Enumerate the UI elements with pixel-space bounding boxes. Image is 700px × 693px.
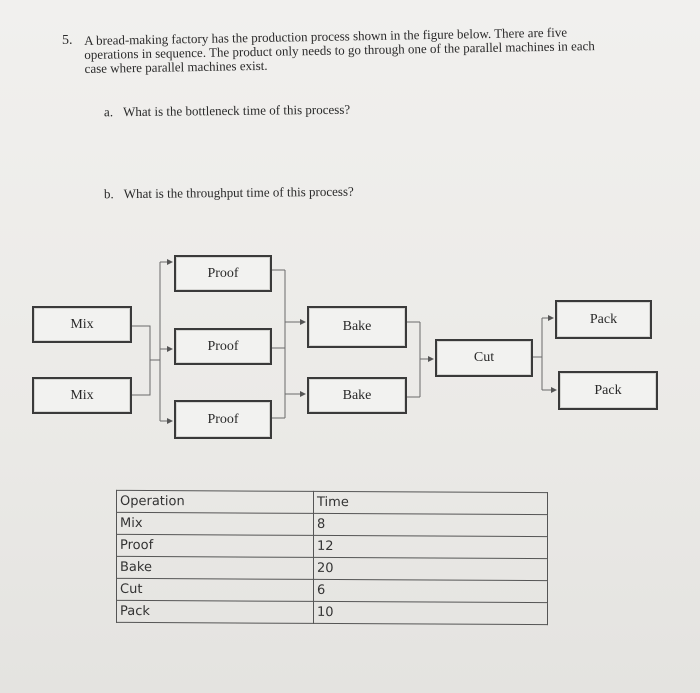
question-number: 5. bbox=[62, 33, 73, 48]
process-box-cut: Cut bbox=[435, 339, 533, 377]
table-row bbox=[117, 556, 548, 580]
table-header-time: Time bbox=[314, 491, 548, 514]
table-header-operation: Operation bbox=[117, 490, 314, 513]
subquestion-a-letter: a. bbox=[103, 104, 114, 120]
process-box-pack-1: Pack bbox=[555, 300, 652, 339]
process-box-pack-2: Pack bbox=[558, 371, 658, 410]
table-cell-time: 8 bbox=[314, 513, 548, 536]
subquestion-a-text: What is the bottleneck time of this process? bbox=[122, 101, 351, 120]
table-row bbox=[117, 578, 548, 602]
table-cell-operation: Cut bbox=[117, 578, 314, 601]
table-row bbox=[117, 534, 548, 558]
table-cell-time: 20 bbox=[314, 557, 548, 580]
process-box-mix-1: Mix bbox=[32, 306, 132, 343]
table-cell-time: 12 bbox=[314, 535, 548, 558]
process-box-proof-2: Proof bbox=[174, 328, 272, 365]
subquestion-b-text: What is the throughput time of this process? bbox=[123, 183, 354, 202]
subquestion-b-letter: b. bbox=[103, 186, 114, 202]
operation-time-table bbox=[116, 490, 548, 625]
process-box-bake-2: Bake bbox=[307, 377, 407, 414]
process-box-mix-2: Mix bbox=[32, 377, 132, 414]
table-row bbox=[117, 512, 548, 536]
table-cell-operation: Bake bbox=[117, 556, 314, 579]
process-box-proof-1: Proof bbox=[174, 255, 272, 292]
process-box-bake-1: Bake bbox=[307, 306, 407, 348]
process-box-proof-3: Proof bbox=[174, 400, 272, 439]
table-cell-operation: Mix bbox=[117, 512, 314, 535]
table-row bbox=[117, 600, 548, 624]
table-cell-time: 6 bbox=[314, 579, 548, 602]
question-text: A bread-making factory has the production process shown in the figure below. There are five operations in sequence. The product only needs to go through one of the parallel machines in each case where parallel machines exist. bbox=[83, 24, 595, 76]
table-cell-time: 10 bbox=[314, 601, 548, 624]
table-cell-operation: Pack bbox=[117, 600, 314, 623]
table-cell-operation: Proof bbox=[117, 534, 314, 557]
table-header-row bbox=[117, 490, 548, 514]
